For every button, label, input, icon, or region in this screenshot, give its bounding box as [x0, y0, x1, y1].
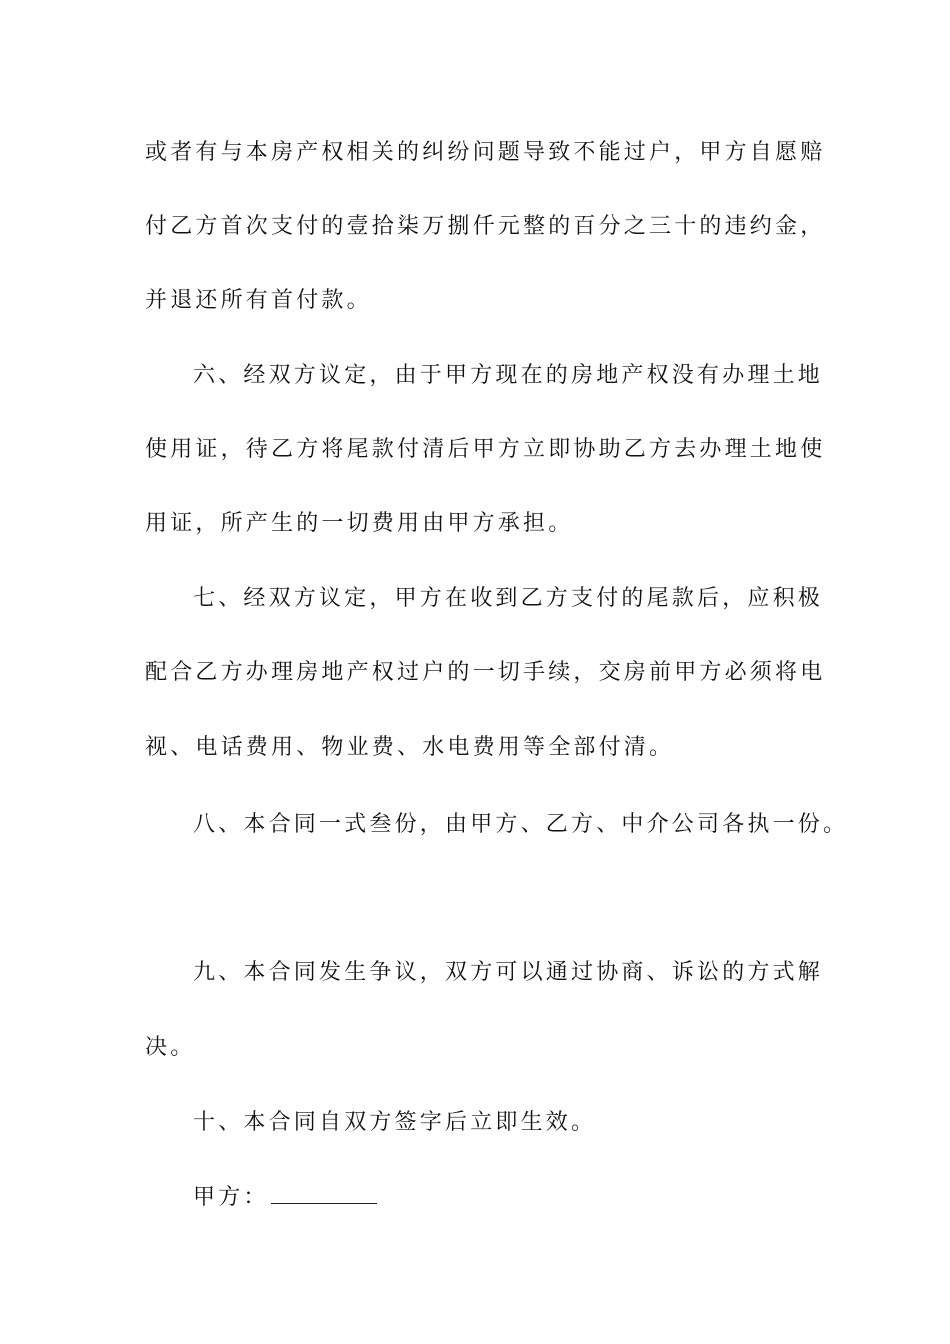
clause-six-line: 六、经双方议定，由于甲方现在的房地产权没有办理土地: [193, 363, 824, 388]
clause-nine-line: 九、本合同发生争议，双方可以通过协商、诉讼的方式解: [193, 960, 824, 985]
signature-blank-line[interactable]: [271, 1183, 377, 1204]
paragraph-line: 视、电话费用、物业费、水电费用等全部付清。: [145, 735, 675, 760]
clause-ten-line: 十、本合同自双方签字后立即生效。: [193, 1110, 597, 1135]
paragraph-line: 付乙方首次支付的壹拾柒万捌仟元整的百分之三十的违约金，: [145, 214, 826, 239]
clause-seven-line: 七、经双方议定，甲方在收到乙方支付的尾款后，应积极: [193, 586, 824, 611]
paragraph-line: 并退还所有首付款。: [145, 288, 372, 313]
signature-party-a: [193, 1183, 377, 1213]
paragraph-line: 用证，所产生的一切费用由甲方承担。: [145, 511, 574, 536]
clause-eight-line: 八、本合同一式叁份，由甲方、乙方、中介公司各执一份。: [193, 812, 849, 837]
paragraph-line: 或者有与本房产权相关的纠纷问题导致不能过户，甲方自愿赔: [145, 140, 826, 165]
paragraph-line: 使用证，待乙方将尾款付清后甲方立即协助乙方去办理土地使: [145, 437, 826, 462]
paragraph-line: 配合乙方办理房地产权过户的一切手续，交房前甲方必须将电: [145, 660, 826, 685]
paragraph-line: 决。: [145, 1035, 196, 1060]
signature-label: 甲方：: [193, 1185, 269, 1210]
